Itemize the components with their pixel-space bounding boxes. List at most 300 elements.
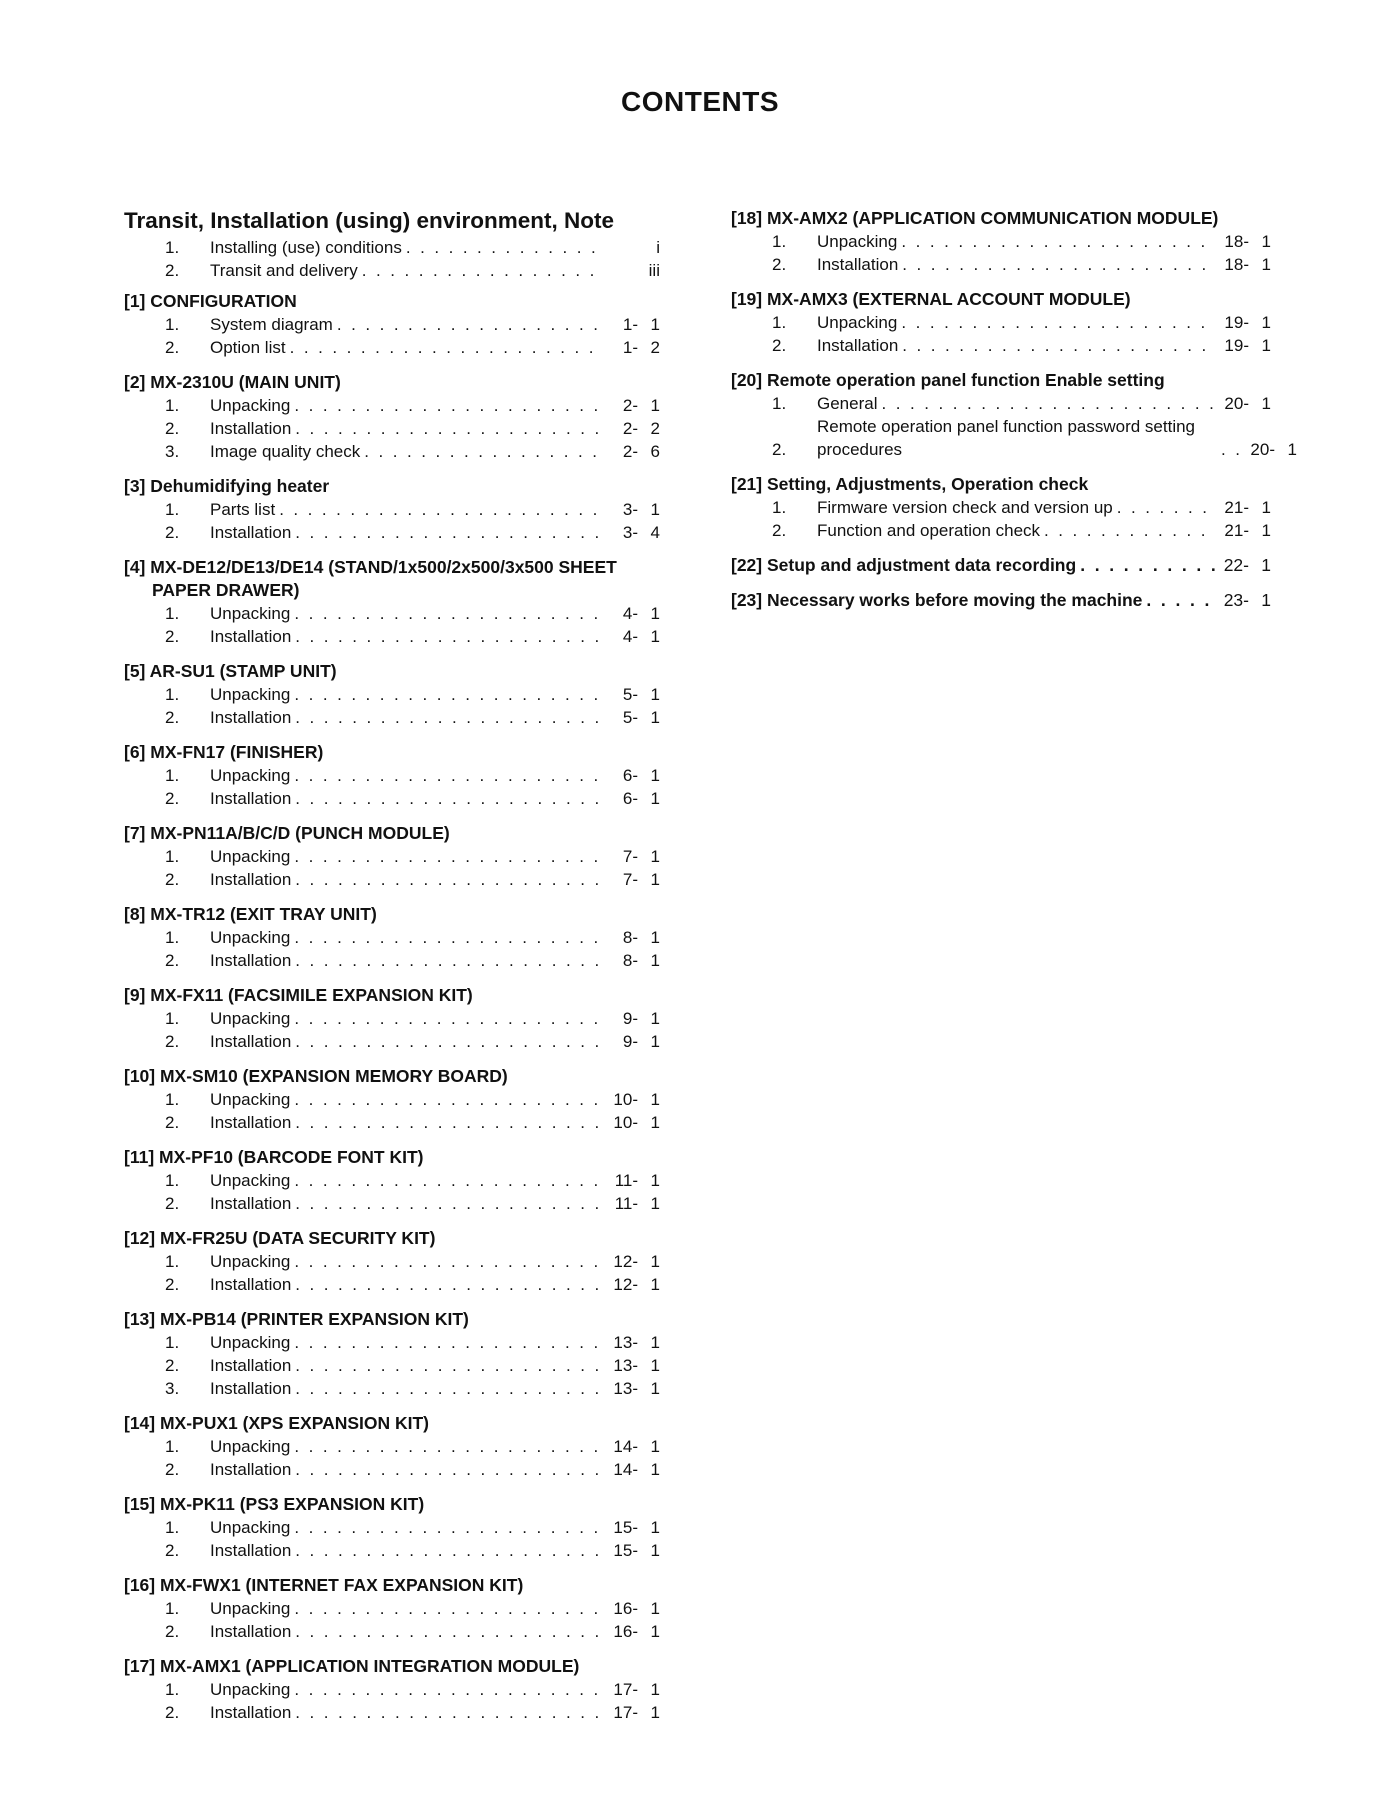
toc-section: [124, 1493, 660, 1562]
entry-title: Unpacking: [817, 313, 898, 332]
dot-leader: [294, 683, 604, 706]
entry-title: Function and operation check: [817, 521, 1041, 540]
entry-number: 1.: [165, 766, 180, 785]
toc-section: [731, 554, 1271, 577]
page-number: 1: [650, 1379, 660, 1398]
toc-entry[interactable]: [124, 1354, 660, 1377]
page-reference: [1219, 230, 1271, 253]
toc-entry[interactable]: [124, 845, 660, 868]
chapter-number: 9-: [622, 1009, 638, 1028]
dot-leader: [294, 1678, 604, 1701]
chapter-number: 7-: [622, 847, 638, 866]
toc-entry[interactable]: [124, 394, 660, 417]
page-number: 1: [1261, 394, 1271, 413]
section-heading: [23] Necessary works before moving the machine: [731, 590, 1143, 610]
section-heading[interactable]: [4] MX-DE12/DE13/DE14 (STAND/1x500/2x500/3x500 SHEET: [124, 557, 617, 577]
page-number: 1: [650, 1252, 660, 1271]
dot-leader: [295, 949, 604, 972]
page-reference: [608, 1701, 660, 1724]
dot-leader: [294, 1516, 604, 1539]
entry-title: Installation: [210, 523, 292, 542]
page-number: 1: [650, 708, 660, 727]
entry-title: Installation: [210, 1032, 292, 1051]
chapter-number: 6-: [622, 789, 638, 808]
dot-leader: [294, 602, 604, 625]
entry-number: 2.: [772, 336, 787, 355]
chapter-number: 2-: [622, 419, 638, 438]
entry-number: 1.: [772, 313, 787, 332]
section-heading[interactable]: [19] MX-AMX3 (EXTERNAL ACCOUNT MODULE): [731, 289, 1131, 309]
page-number: 1: [650, 685, 660, 704]
toc-entry[interactable]: [124, 521, 660, 544]
dot-leader: [901, 311, 1215, 334]
toc-entry[interactable]: [731, 230, 1271, 253]
page-reference: [608, 1377, 660, 1400]
entry-number: 2.: [165, 708, 180, 727]
entry-title: Unpacking: [210, 396, 291, 415]
section-heading[interactable]: [12] MX-FR25U (DATA SECURITY KIT): [124, 1228, 436, 1248]
toc-section: [124, 475, 660, 544]
entry-title: Installation: [210, 627, 292, 646]
entry-number: 2.: [165, 1541, 180, 1560]
page-reference: [608, 602, 660, 625]
entry-title: Installation: [210, 708, 292, 727]
entry-title: Option list: [210, 338, 286, 357]
page-number: 1: [650, 627, 660, 646]
page-reference: [1219, 554, 1271, 577]
page-reference: [608, 1169, 660, 1192]
toc-section: [124, 206, 660, 282]
page-reference: [608, 845, 660, 868]
section-heading[interactable]: [9] MX-FX11 (FACSIMILE EXPANSION KIT): [124, 985, 473, 1005]
dot-leader: [295, 1273, 604, 1296]
entry-number: 1.: [165, 1680, 180, 1699]
toc-entry[interactable]: [124, 926, 660, 949]
entry-number: 1.: [165, 315, 180, 334]
entry-title: Unpacking: [210, 766, 291, 785]
page-number: 1: [650, 1194, 660, 1213]
page-number: 1: [650, 1680, 660, 1699]
entry-number: 3.: [165, 1379, 180, 1398]
section-heading[interactable]: [13] MX-PB14 (PRINTER EXPANSION KIT): [124, 1309, 469, 1329]
page-reference: [608, 1088, 660, 1111]
page-number: 1: [650, 1171, 660, 1190]
entry-title: Unpacking: [210, 1171, 291, 1190]
page-number: 2: [650, 338, 660, 357]
toc-entry[interactable]: [124, 1435, 660, 1458]
page-reference: [608, 625, 660, 648]
entry-title: Unpacking: [210, 1090, 291, 1109]
toc-entry[interactable]: [124, 1539, 660, 1562]
toc-entry[interactable]: [124, 1250, 660, 1273]
entry-number: 2.: [165, 627, 180, 646]
toc-entry[interactable]: [124, 787, 660, 810]
page-number: 6: [650, 442, 660, 461]
section-heading[interactable]: [21] Setting, Adjustments, Operation check: [731, 474, 1089, 494]
chapter-number: 6-: [622, 766, 638, 785]
toc-entry[interactable]: [124, 683, 660, 706]
dot-leader: [1080, 554, 1215, 577]
page-title: CONTENTS: [621, 86, 779, 117]
entry-title: Installation: [210, 1275, 292, 1294]
page-reference: [608, 1435, 660, 1458]
dot-leader: [337, 313, 604, 336]
chapter-number: 20-: [1224, 394, 1249, 413]
toc-section: [731, 369, 1297, 461]
page-reference: [1219, 392, 1271, 415]
chapter-number: 21-: [1224, 521, 1249, 540]
dot-leader: [295, 1192, 604, 1215]
toc-entry[interactable]: [124, 1111, 660, 1134]
dot-leader: [901, 230, 1215, 253]
entry-title: Installation: [210, 1113, 292, 1132]
section-heading[interactable]: [20] Remote operation panel function Enable setting: [731, 370, 1165, 390]
entry-title: Unpacking: [210, 1252, 291, 1271]
dot-leader: [294, 845, 604, 868]
toc-entry[interactable]: [124, 1169, 660, 1192]
section-heading: [22] Setup and adjustment data recording: [731, 555, 1077, 575]
dot-leader: [294, 1250, 604, 1273]
entry-title: Installation: [817, 336, 899, 355]
page-reference: [608, 1030, 660, 1053]
toc-entry[interactable]: [124, 1597, 660, 1620]
entry-number: 2.: [165, 1113, 180, 1132]
section-heading[interactable]: [10] MX-SM10 (EXPANSION MEMORY BOARD): [124, 1066, 508, 1086]
entry-title: Unpacking: [817, 232, 898, 251]
toc-entry[interactable]: [124, 313, 660, 336]
page-reference: [608, 706, 660, 729]
section-heading[interactable]: [14] MX-PUX1 (XPS EXPANSION KIT): [124, 1413, 430, 1433]
chapter-number: 14-: [613, 1437, 638, 1456]
entry-number: 1.: [772, 498, 787, 517]
toc-section: [124, 1655, 660, 1724]
page-reference: [608, 521, 660, 544]
page-number: 1: [650, 1090, 660, 1109]
entry-title: Unpacking: [210, 1518, 291, 1537]
chapter-number: 18-: [1224, 255, 1249, 274]
toc-entry[interactable]: [124, 706, 660, 729]
toc-entry[interactable]: [124, 1088, 660, 1111]
chapter-number: 12-: [613, 1252, 638, 1271]
toc-entry[interactable]: [731, 496, 1271, 519]
section-heading[interactable]: [17] MX-AMX1 (APPLICATION INTEGRATION MODULE): [124, 1656, 580, 1676]
page-number: 4: [650, 523, 660, 542]
chapter-number: 9-: [622, 1032, 638, 1051]
page-reference: [608, 949, 660, 972]
page-reference: [1219, 496, 1271, 519]
page-reference: [608, 683, 660, 706]
dot-leader: [295, 1539, 604, 1562]
toc-entry[interactable]: [124, 625, 660, 648]
entry-number: 2.: [165, 1622, 180, 1641]
page-reference: [1219, 589, 1271, 612]
entry-number: 1.: [165, 1333, 180, 1352]
page-number: 1: [1261, 521, 1271, 540]
toc-right-column: [731, 207, 1297, 624]
entry-number: 1.: [165, 1437, 180, 1456]
chapter-number: 15-: [613, 1518, 638, 1537]
section-heading[interactable]: [8] MX-TR12 (EXIT TRAY UNIT): [124, 904, 377, 924]
page-reference: [608, 1111, 660, 1134]
chapter-number: 19-: [1224, 313, 1249, 332]
toc-entry[interactable]: [124, 1620, 660, 1643]
page-number: 1: [650, 928, 660, 947]
page-reference: [1219, 519, 1271, 542]
page-reference: [608, 394, 660, 417]
entry-number: 1.: [165, 500, 180, 519]
dot-leader: [290, 336, 604, 359]
toc-entry[interactable]: [731, 519, 1271, 542]
page-reference: [608, 1331, 660, 1354]
entry-number: 2.: [165, 1460, 180, 1479]
entry-number: 1.: [165, 604, 180, 623]
chapter-number: 3-: [622, 523, 638, 542]
page-number: 1: [650, 1356, 660, 1375]
page-reference: [608, 1597, 660, 1620]
toc-heading-entry[interactable]: [731, 589, 1271, 612]
page-number: 1: [650, 1622, 660, 1641]
toc-entry[interactable]: [124, 1377, 660, 1400]
dot-leader: [295, 1377, 604, 1400]
dot-leader: [279, 498, 604, 521]
toc-entry[interactable]: [124, 1192, 660, 1215]
section-heading[interactable]: [1] CONFIGURATION: [124, 291, 297, 311]
chapter-number: 5-: [622, 685, 638, 704]
entry-title: Unpacking: [210, 1437, 291, 1456]
section-heading[interactable]: [16] MX-FWX1 (INTERNET FAX EXPANSION KIT): [124, 1575, 524, 1595]
chapter-number: 16-: [613, 1599, 638, 1618]
toc-entry[interactable]: [124, 1273, 660, 1296]
toc-section: [731, 589, 1271, 612]
toc-entry[interactable]: [731, 334, 1271, 357]
toc-entry[interactable]: [124, 336, 660, 359]
entry-title: Unpacking: [210, 1599, 291, 1618]
entry-title: Installation: [817, 255, 899, 274]
page-number: 1: [650, 1518, 660, 1537]
dot-leader: [294, 394, 604, 417]
toc-entry[interactable]: [124, 1516, 660, 1539]
entry-number: 2.: [772, 521, 787, 540]
page-number: 1: [1261, 336, 1271, 355]
toc-section: [124, 1412, 660, 1481]
toc-entry[interactable]: [124, 498, 660, 521]
toc-section: [124, 1574, 660, 1643]
chapter-number: 8-: [622, 928, 638, 947]
entry-number: 2.: [165, 1356, 180, 1375]
entry-title: Installation: [210, 789, 292, 808]
page-reference: [1219, 311, 1271, 334]
entry-number: 1.: [165, 396, 180, 415]
section-heading[interactable]: [18] MX-AMX2 (APPLICATION COMMUNICATION MODULE): [731, 208, 1219, 228]
page-number: 1: [650, 604, 660, 623]
page-number: 1: [650, 789, 660, 808]
page-reference: [608, 1354, 660, 1377]
page-number: 1: [650, 766, 660, 785]
page-number: 1: [1261, 232, 1271, 251]
chapter-number: 16-: [613, 1622, 638, 1641]
page-reference: [608, 498, 660, 521]
dot-leader: [902, 253, 1215, 276]
entry-title: Installation: [210, 1541, 292, 1560]
chapter-number: 13-: [613, 1379, 638, 1398]
entry-number: 2.: [165, 789, 180, 808]
page-number: 1: [650, 870, 660, 889]
dot-leader: [295, 1620, 604, 1643]
page-number: 1: [650, 1437, 660, 1456]
dot-leader: [295, 625, 604, 648]
dot-leader: [294, 1007, 604, 1030]
toc-section: [124, 371, 660, 463]
entry-title: Firmware version check and version up: [817, 498, 1113, 517]
page-reference: [608, 764, 660, 787]
section-heading[interactable]: [2] MX-2310U (MAIN UNIT): [124, 372, 341, 392]
page-reference: [608, 1192, 660, 1215]
chapter-number: 5-: [622, 708, 638, 727]
page-number: 1: [1261, 555, 1271, 575]
toc-heading-entry[interactable]: [731, 554, 1271, 577]
page-reference: [608, 417, 660, 440]
dot-leader: [1044, 519, 1215, 542]
toc-entry[interactable]: [124, 1331, 660, 1354]
section-heading[interactable]: Transit, Installation (using) environment, Note: [124, 208, 615, 233]
entry-number: 1.: [165, 238, 180, 257]
toc-section: [124, 660, 660, 729]
section-heading[interactable]: [11] MX-PF10 (BARCODE FONT KIT): [124, 1147, 424, 1167]
page-number: 1: [650, 1460, 660, 1479]
entry-title: Installation: [210, 1356, 292, 1375]
toc-section: [124, 290, 660, 359]
chapter-number: 8-: [622, 951, 638, 970]
page-reference: [608, 236, 660, 259]
toc-entry[interactable]: [124, 1701, 660, 1724]
page-number: 1: [650, 1599, 660, 1618]
toc-entry[interactable]: [124, 1030, 660, 1053]
chapter-number: 11-: [614, 1171, 638, 1190]
dot-leader: [1221, 438, 1241, 461]
page-number: 2: [650, 419, 660, 438]
entry-number: 1.: [165, 1518, 180, 1537]
dot-leader: [881, 392, 1215, 415]
dot-leader: [1117, 496, 1215, 519]
entry-number: 1.: [165, 847, 180, 866]
entry-title: Parts list: [210, 500, 276, 519]
page-reference: [608, 336, 660, 359]
dot-leader: [294, 926, 604, 949]
page-number: 1: [650, 315, 660, 334]
toc-entry[interactable]: [731, 311, 1271, 334]
chapter-number: 18-: [1224, 232, 1249, 251]
entry-number: 2.: [165, 261, 180, 280]
page-reference: [608, 1539, 660, 1562]
dot-leader: [294, 1597, 604, 1620]
section-heading[interactable]: [6] MX-FN17 (FINISHER): [124, 742, 324, 762]
chapter-number: 4-: [622, 627, 638, 646]
entry-number: 1.: [772, 232, 787, 251]
section-heading[interactable]: [5] AR-SU1 (STAMP UNIT): [124, 661, 337, 681]
toc-section: [124, 1227, 660, 1296]
entry-title: Unpacking: [210, 1333, 291, 1352]
entry-number: 3.: [165, 442, 180, 461]
toc-entry[interactable]: [124, 949, 660, 972]
toc-entry[interactable]: [124, 764, 660, 787]
entry-number: 2.: [165, 1703, 180, 1722]
entry-number: 2.: [165, 951, 180, 970]
chapter-number: 15-: [613, 1541, 638, 1560]
section-heading[interactable]: [3] Dehumidifying heater: [124, 476, 330, 496]
dot-leader: [295, 706, 604, 729]
entry-number: 1.: [165, 928, 180, 947]
page-number: 1: [1261, 498, 1271, 517]
entry-number: 2.: [165, 338, 180, 357]
entry-title: Installing (use) conditions: [210, 238, 402, 257]
toc-entry[interactable]: [124, 259, 660, 282]
toc-section: [731, 207, 1271, 276]
entry-number: 1.: [772, 394, 787, 413]
entry-number: 2.: [165, 870, 180, 889]
entry-title: Unpacking: [210, 604, 291, 623]
toc-section: [124, 1146, 660, 1215]
section-heading-continued: PAPER DRAWER): [152, 580, 300, 600]
dot-leader: [294, 1435, 604, 1458]
page-number: 1: [650, 1113, 660, 1132]
page-number: 1: [1287, 440, 1297, 459]
toc-entry[interactable]: [731, 392, 1271, 415]
entry-title: Remote operation panel function password setting procedures: [817, 417, 1196, 459]
page-reference: [608, 787, 660, 810]
entry-number: 1.: [165, 685, 180, 704]
entry-title: Unpacking: [210, 847, 291, 866]
entry-title: Unpacking: [210, 685, 291, 704]
toc-entry[interactable]: [731, 253, 1271, 276]
toc-section: [124, 822, 660, 891]
chapter-number: 14-: [613, 1460, 638, 1479]
chapter-number: 1-: [622, 315, 638, 334]
toc-entry[interactable]: [124, 868, 660, 891]
entry-number: 1.: [165, 1090, 180, 1109]
page-number: 1: [650, 396, 660, 415]
toc-entry[interactable]: [124, 236, 660, 259]
toc-entry[interactable]: [124, 1007, 660, 1030]
dot-leader: [294, 1331, 604, 1354]
dot-leader: [295, 521, 604, 544]
section-heading[interactable]: [15] MX-PK11 (PS3 EXPANSION KIT): [124, 1494, 425, 1514]
chapter-number: 2-: [622, 396, 638, 415]
entry-title: Unpacking: [210, 1009, 291, 1028]
toc-entry[interactable]: [124, 417, 660, 440]
entry-title: Installation: [210, 419, 292, 438]
entry-title: Installation: [210, 951, 292, 970]
page-reference: [608, 926, 660, 949]
entry-number: 2.: [772, 440, 787, 459]
toc-entry[interactable]: [124, 602, 660, 625]
chapter-number: 19-: [1224, 336, 1249, 355]
dot-leader: [295, 417, 604, 440]
toc-entry[interactable]: [124, 1458, 660, 1481]
chapter-number: 11-: [614, 1194, 638, 1213]
entry-title: Installation: [210, 1194, 292, 1213]
chapter-number: 13-: [613, 1356, 638, 1375]
page-reference: [608, 868, 660, 891]
toc-entry[interactable]: [124, 1678, 660, 1701]
dot-leader: [406, 236, 604, 259]
page-number: 1: [1261, 255, 1271, 274]
toc-entry[interactable]: [124, 440, 660, 463]
toc-entry[interactable]: [731, 415, 1297, 461]
section-heading[interactable]: [7] MX-PN11A/B/C/D (PUNCH MODULE): [124, 823, 450, 843]
entry-number: 1.: [165, 1252, 180, 1271]
entry-title: Installation: [210, 1460, 292, 1479]
toc-left-column: [124, 206, 660, 1736]
